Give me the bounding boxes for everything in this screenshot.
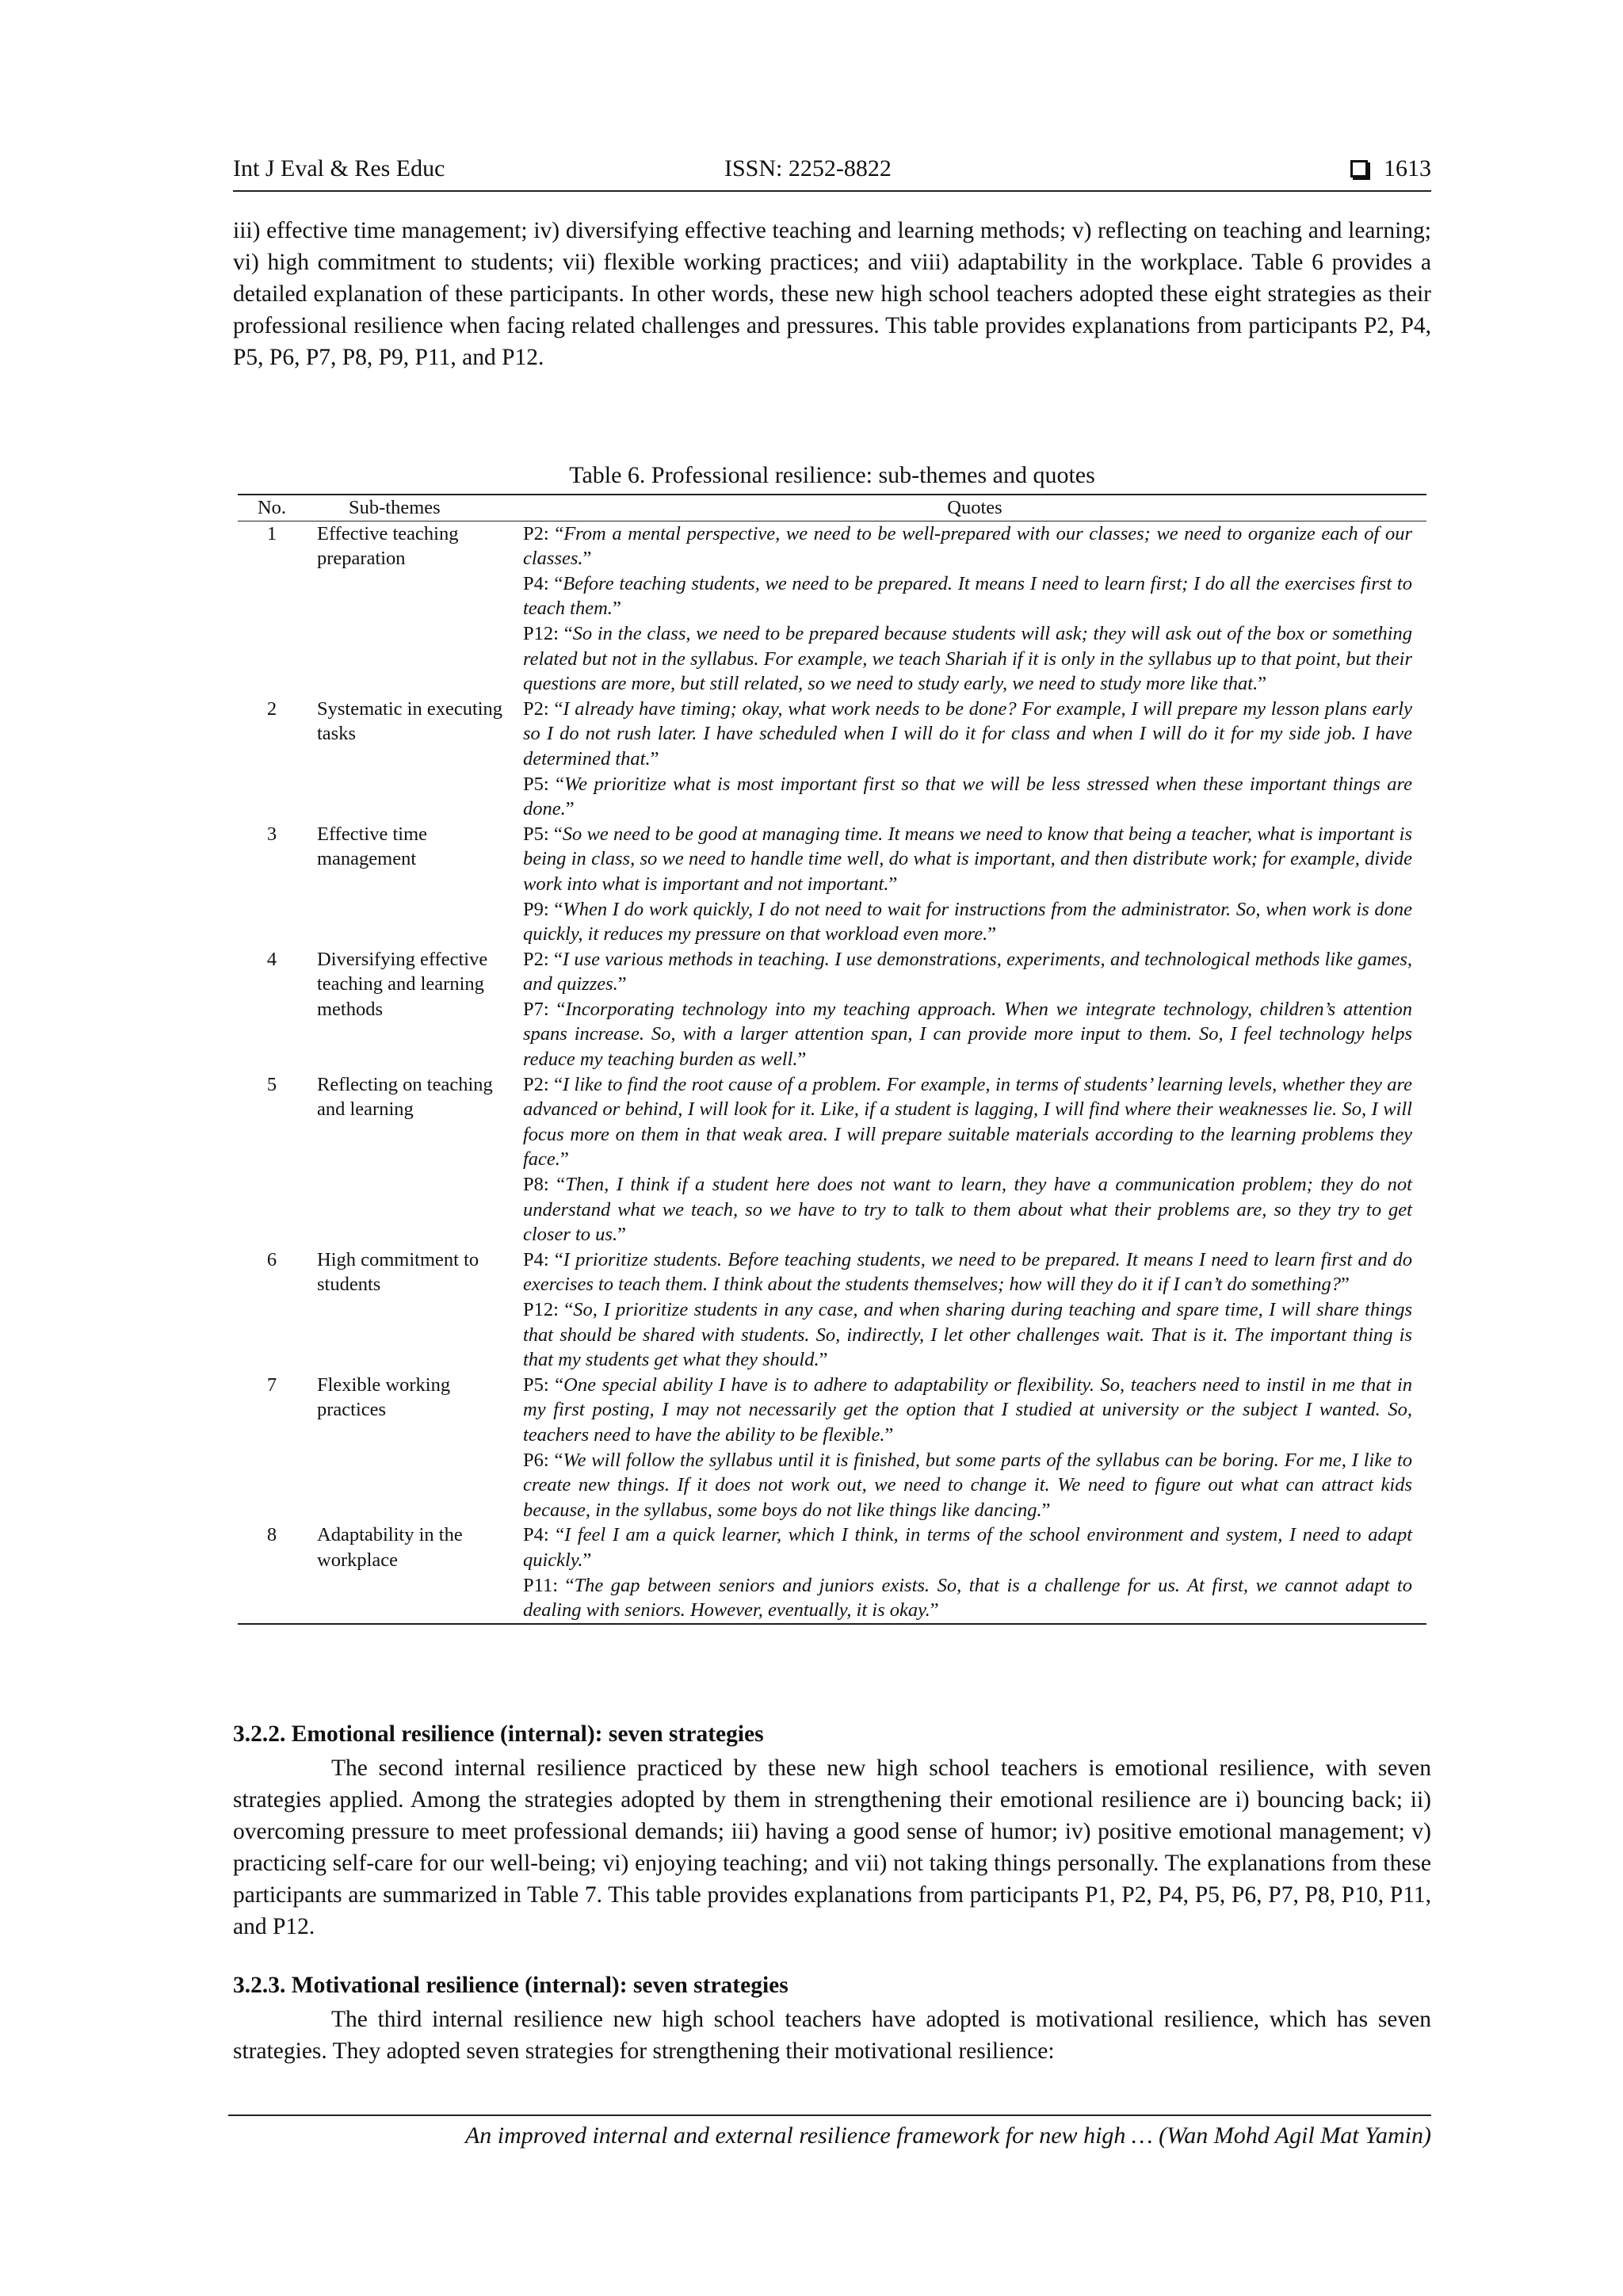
table-row (238, 822, 1426, 947)
square-bullet-icon (1350, 160, 1368, 178)
quote-text: From a mental perspective, we need to be well-prepared with our classes; we need to organize each of our classes. (523, 522, 1412, 570)
quote-text: Before teaching students, we need to be prepared. It means I need to learn first; I do all the exercises first to teach them. (523, 572, 1412, 620)
running-header (233, 155, 1431, 192)
row-number: 6 (266, 1248, 277, 1270)
quote-text: We prioritize what is most important first so that we will be less stressed when these important things are done. (523, 773, 1412, 820)
quotes-cell (523, 521, 1426, 697)
open-quote-mark: “ (563, 622, 573, 644)
close-quote-mark: ” (987, 923, 997, 946)
close-quote-mark: ” (1041, 1499, 1051, 1521)
close-quote-mark: ” (617, 973, 627, 995)
open-quote-mark: “ (554, 948, 563, 970)
close-quote-mark: ” (582, 1549, 592, 1571)
col-no: No. (238, 495, 306, 521)
row-number: 3 (266, 823, 277, 845)
participant-id: P4: (523, 1248, 555, 1270)
close-quote-mark: ” (888, 873, 898, 895)
close-quote-mark: ” (797, 1049, 807, 1071)
quote (523, 897, 1412, 947)
quotes-cell (523, 1247, 1426, 1373)
open-quote-mark: “ (554, 697, 563, 720)
sub-theme: Diversifying effective teaching and learning methods (317, 948, 488, 1020)
quotes-cell (523, 697, 1426, 822)
quotes-cell (523, 1522, 1426, 1623)
quotes-cell (523, 1072, 1426, 1247)
col-sub-themes: Sub-themes (306, 495, 523, 521)
section-body-322: The second internal resilience practiced by these new high school teachers is emotional resilience, with seven strategies applied. Among the strategies adopted by them in strengthening their emotional resilience are i) bouncing back; ii) overcoming pressure to meet professional demands; iii) having a good sense of humor; iv) positive emotional management; v) practicing self-care for our well-being; vi) enjoying teaching; and vii) not taking things personally. The explanations from these participants are summarized in Table 7. This table provides explanations from participants P1, P2, P4, P5, P6, P7, P8, P10, P11, and P12. (233, 1755, 1431, 1939)
row-number: 7 (266, 1373, 277, 1396)
quote (523, 947, 1412, 997)
quotes-cell (523, 822, 1426, 947)
open-quote-mark: “ (554, 1248, 563, 1270)
table-caption: Table 6. Professional resilience: sub-themes and quotes (569, 462, 1095, 488)
close-quote-mark: ” (617, 1224, 626, 1246)
sub-theme: Effective teaching preparation (317, 522, 459, 570)
close-quote-mark: ” (582, 548, 592, 570)
table-row (238, 947, 1426, 1072)
quotes-cell (523, 947, 1426, 1072)
open-quote-mark: “ (553, 823, 563, 845)
open-quote-mark: “ (555, 522, 564, 544)
open-quote-mark: “ (554, 1073, 563, 1095)
quote (523, 1172, 1412, 1247)
quote-text: Then, I think if a student here does not want to learn, they have a communication problem; they do not understand what we teach, so we have to try to talk to them about what their problems are, so they try to get closer to us. (523, 1174, 1412, 1246)
quote-text: The gap between seniors and juniors exists. So, that is a challenge for us. At first, we cannot adapt to dealing with seniors. However, eventually, it is okay. (523, 1574, 1412, 1622)
participant-id: P12: (523, 622, 564, 644)
quote (523, 772, 1412, 822)
open-quote-mark: “ (554, 572, 563, 594)
quote (523, 697, 1412, 772)
sub-theme: Effective time management (317, 823, 427, 870)
open-quote-mark: “ (554, 898, 563, 920)
quote (523, 1573, 1412, 1623)
row-number: 5 (266, 1073, 277, 1095)
section-body-323: The third internal resilience new high school teachers have adopted is motivational resilience, which has seven strategies. They adopted seven strategies for strengthening their motivational resilience: (233, 2007, 1431, 2064)
participant-id: P11: (523, 1574, 566, 1596)
quote-text: I already have timing; okay, what work needs to be done? For example, I will prepare my lesson plans early so I do not rush later. I have scheduled when I will do it for class and when I will do it for my side job. I have determined that. (523, 697, 1412, 770)
close-quote-mark: ” (930, 1599, 939, 1622)
quote (523, 571, 1412, 621)
quote-text: We will follow the syllabus until it is finished, but some parts of the syllabus can be boring. For me, I like to create new things. If it does not work out, we need to change it. We need to figure out what can attract kids because, in the syllabus, some boys do not like things like dancing. (523, 1449, 1412, 1521)
quote-text: When I do work quickly, I do not need to wait for instructions from the administrator. So, when work is done quickly, it reduces my pressure on that workload even more. (523, 898, 1412, 946)
close-quote-mark: ” (612, 598, 621, 620)
header-right (1350, 155, 1431, 182)
quote-text: Incorporating technology into my teaching approach. When we integrate technology, children’s attention spans increase. So, with a larger attention span, I can provide more input to them. So, I feel technology helps reduce my teaching burden as well. (523, 998, 1412, 1071)
row-number: 8 (266, 1524, 277, 1546)
row-number: 4 (266, 948, 277, 970)
quote (523, 1522, 1412, 1572)
quote (523, 997, 1412, 1072)
open-quote-mark: “ (554, 1449, 563, 1471)
quote (523, 1072, 1412, 1172)
close-quote-mark: ” (1340, 1274, 1350, 1296)
open-quote-mark: “ (556, 1524, 565, 1546)
issn: ISSN: 2252-8822 (724, 155, 892, 181)
quote-text: I like to find the root cause of a problem. For example, in terms of students’ learning levels, whether they are advanced or behind, I will look for it. Like, if a student is lagging, I will find where their weaknesses lie. So, I will focus more on them in that weak area. I will prepare suitable materials according to the learning problems they face. (523, 1073, 1413, 1171)
quote (523, 521, 1412, 571)
open-quote-mark: “ (555, 1373, 564, 1396)
journal-name: Int J Eval & Res Educ (233, 155, 445, 181)
table-row (238, 521, 1426, 697)
open-quote-mark: “ (564, 1299, 574, 1320)
sub-theme: Reflecting on teaching and learning (317, 1073, 493, 1121)
open-quote-mark: “ (556, 773, 564, 795)
running-title: An improved internal and external resilience framework for new high … (Wan Mohd Agil Mat Yamin) (464, 2122, 1431, 2149)
close-quote-mark: ” (565, 798, 575, 820)
running-footer (228, 2115, 1431, 2149)
quote (523, 1373, 1412, 1448)
participant-id: P2: (523, 1073, 555, 1095)
table-row (238, 1247, 1426, 1373)
quote-text: I feel I am a quick learner, which I think, in terms of the school environment and system, I need to adapt quickly. (523, 1524, 1412, 1571)
row-number: 1 (266, 522, 277, 544)
quote-text: So in the class, we need to be prepared because students will ask; they will ask out of the box or something related but not in the syllabus. For example, we teach Shariah if it is only in the syllabus up to that point, but their questions are more, but still related, so we need to study early, we need to study more like that. (523, 622, 1412, 695)
open-quote-mark: “ (565, 1574, 575, 1596)
participant-id: P4: (523, 572, 555, 594)
quote-text: So, I prioritize students in any case, and when sharing during teaching and spare time, I will share things that should be shared with students. So, indirectly, I let other challenges wait. That is it. The important thing is that my students get what they should. (523, 1299, 1413, 1371)
section-heading-323: 3.2.3. Motivational resilience (internal): seven strategies (233, 1973, 789, 1998)
participant-id: P12: (523, 1299, 565, 1320)
table-6 (238, 494, 1426, 1625)
quote (523, 621, 1412, 697)
close-quote-mark: ” (650, 747, 659, 770)
sub-theme: High commitment to students (317, 1248, 479, 1296)
table-row (238, 1072, 1426, 1247)
intro-paragraph: iii) effective time management; iv) diversifying effective teaching and learning methods; v) reflecting on teaching and learning; vi) high commitment to students; vii) flexible working practices; and viii) adaptability in the workplace. Table 6 provides a detailed explanation of these participants. In other words, these new high school teachers adopted these eight strategies as their professional resilience when facing related challenges and pressures. This table provides explanations from participants P2, P4, P5, P6, P7, P8, P9, P11, and P12. (233, 218, 1431, 370)
sub-theme: Flexible working practices (317, 1373, 451, 1421)
quote (523, 822, 1412, 897)
open-quote-mark: “ (556, 998, 566, 1020)
quote-text: So we need to be good at managing time. It means we need to know that being a teacher, what is important is being in class, so we need to handle time well, do what is important, and then distribute work; for example, divide work into what is important and not important. (523, 823, 1412, 895)
close-quote-mark: ” (884, 1423, 894, 1446)
quote-text: One special ability I have is to adhere to adaptability or flexibility. So, teachers need to instil in me that in my first posting, I may not necessarily get the option that I studied at university or the subject I wanted. So, teachers need to have the ability to be flexible. (523, 1373, 1412, 1446)
participant-id: P9: (523, 898, 555, 920)
sub-theme: Adaptability in the workplace (317, 1524, 463, 1571)
col-quotes: Quotes (523, 495, 1426, 521)
table-row (238, 1373, 1426, 1523)
close-quote-mark: ” (819, 1349, 828, 1371)
participant-id: P5: (523, 1373, 556, 1396)
table-header-row (238, 495, 1426, 521)
participant-id: P2: (523, 522, 556, 544)
quote (523, 1448, 1412, 1523)
participant-id: P8: (523, 1174, 557, 1196)
participant-id: P5: (523, 823, 554, 845)
participant-id: P2: (523, 697, 555, 720)
quote (523, 1247, 1412, 1297)
page-number: 1613 (1384, 155, 1431, 181)
participant-id: P5: (523, 773, 556, 795)
sub-theme: Systematic in executing tasks (317, 697, 503, 745)
section-heading-322: 3.2.2. Emotional resilience (internal): seven strategies (233, 1721, 764, 1747)
participant-id: P4: (523, 1524, 556, 1546)
participant-id: P6: (523, 1449, 555, 1471)
close-quote-mark: ” (1258, 673, 1267, 695)
participant-id: P7: (523, 998, 557, 1020)
quote-text: I use various methods in teaching. I use demonstrations, experiments, and technological methods like games, and quizzes. (523, 948, 1413, 995)
table-row (238, 697, 1426, 822)
row-number: 2 (266, 697, 277, 720)
close-quote-mark: ” (559, 1148, 569, 1171)
participant-id: P2: (523, 948, 554, 970)
quote-text: I prioritize students. Before teaching students, we need to be prepared. It means I need to learn first and do exercises to teach them. I think about the students themselves; how will they do it if I can’t do something? (523, 1248, 1413, 1296)
quotes-cell (523, 1373, 1426, 1523)
table-row (238, 1522, 1426, 1623)
quote (523, 1297, 1412, 1373)
open-quote-mark: “ (556, 1174, 566, 1196)
